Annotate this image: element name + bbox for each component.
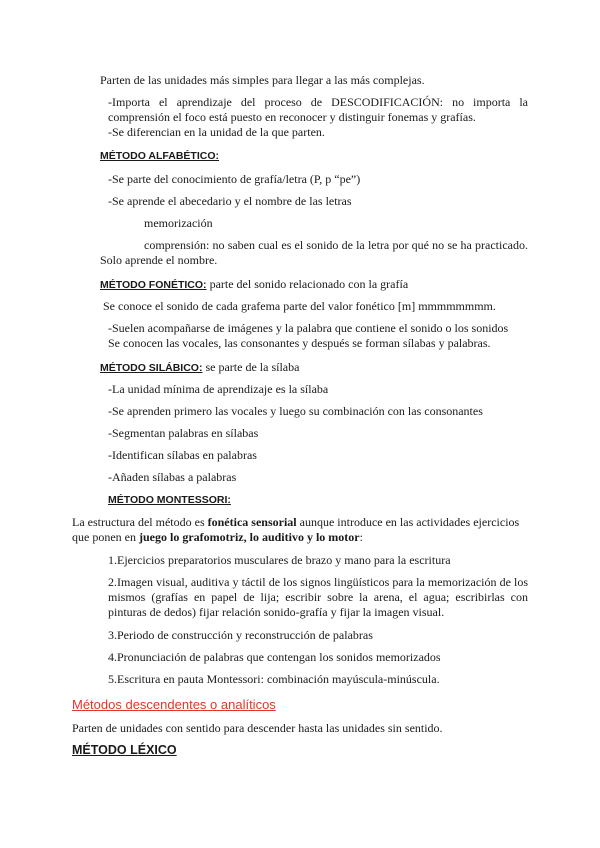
fonetico-heading-line — [100, 277, 408, 293]
heading-silabico: MÉTODO SILÁBICO: — [100, 362, 203, 374]
montessori-step-5: 5.Escritura en pauta Montessori: combinación mayúscula-minúscula. — [108, 672, 440, 686]
alfabetico-comprension: comprensión: no saben cual es el sonido de la letra por qué no se ha practicado. Solo aprende el nombre. — [100, 238, 528, 267]
montessori-p2-end: : — [359, 530, 363, 544]
montessori-p1-bold: fonética sensorial — [207, 515, 297, 529]
heading-descendentes: Métodos descendentes o analíticos — [72, 697, 276, 712]
montessori-step-3: 3.Periodo de construcción y reconstrucción de palabras — [108, 628, 373, 642]
silabico-heading-line — [100, 360, 299, 376]
alfabetico-item-1: -Se parte del conocimiento de grafía/letra (P, p “pe”) — [108, 172, 361, 186]
fonetico-heading-rest: parte del sonido relacionado con la grafía — [206, 277, 409, 291]
montessori-p1 — [72, 515, 519, 530]
silabico-item-3: -Segmentan palabras en sílabas — [108, 426, 259, 440]
silabico-heading-rest: se parte de la sílaba — [202, 360, 300, 374]
silabico-item-1: -La unidad mínima de aprendizaje es la sílaba — [108, 382, 329, 396]
montessori-step-4: 4.Pronunciación de palabras que contengan los sonidos memorizados — [108, 650, 441, 664]
fonetico-item-2: Se conocen las vocales, las consonantes y después se forman sílabas y palabras. — [108, 336, 491, 350]
heading-montessori: MÉTODO MONTESSORI: — [108, 494, 231, 506]
heading-fonetico: MÉTODO FONÉTICO: — [100, 279, 207, 291]
montessori-step-1: 1.Ejercicios preparatorios musculares de brazo y mano para la escritura — [108, 553, 451, 567]
montessori-step-2: 2.Imagen visual, auditiva y táctil de los signos lingüísticos para la memorización de los mismos (grafías en papel de lija; escribir sobre la arena, el agua; escribirlas con pinturas de dedos) fijar relación sonido-grafía y fijar la imagen visual. — [108, 575, 528, 619]
montessori-p2-bold: juego lo grafomotriz, lo auditivo y lo motor — [138, 530, 360, 544]
montessori-p1-text: La estructura del método es — [72, 515, 208, 529]
silabico-item-5: -Añaden sílabas a palabras — [108, 470, 237, 484]
intro-item-1: -Importa el aprendizaje del proceso de DESCODIFICACIÓN: no importa la comprensión el foco está puesto en reconocer y distinguir fonemas y grafías. — [108, 95, 528, 124]
intro-item-2: -Se diferencian en la unidad de la que parten. — [108, 125, 325, 139]
montessori-p2-text: que ponen en — [72, 530, 139, 544]
montessori-p2 — [72, 530, 363, 545]
intro-text: Parten de las unidades más simples para llegar a las más complejas. — [100, 73, 425, 87]
alfabetico-memorizacion: memorización — [144, 216, 213, 230]
fonetico-line: Se conoce el sonido de cada grafema parte del valor fonético [m] mmmmmmmm. — [103, 299, 496, 313]
heading-lexico: MÉTODO LÉXICO — [72, 743, 177, 757]
montessori-p1-cont: aunque introduce en las actividades ejercicios — [296, 515, 520, 529]
alfabetico-item-2: -Se aprende el abecedario y el nombre de las letras — [108, 194, 352, 208]
descendentes-line: Parten de unidades con sentido para descender hasta las unidades sin sentido. — [72, 721, 443, 735]
silabico-item-2: -Se aprenden primero las vocales y luego su combinación con las consonantes — [108, 404, 483, 418]
fonetico-item-1: -Suelen acompañarse de imágenes y la palabra que contiene el sonido o los sonidos — [108, 321, 509, 335]
heading-alfabetico: MÉTODO ALFABÉTICO: — [100, 150, 219, 162]
silabico-item-4: -Identifican sílabas en palabras — [108, 448, 257, 462]
